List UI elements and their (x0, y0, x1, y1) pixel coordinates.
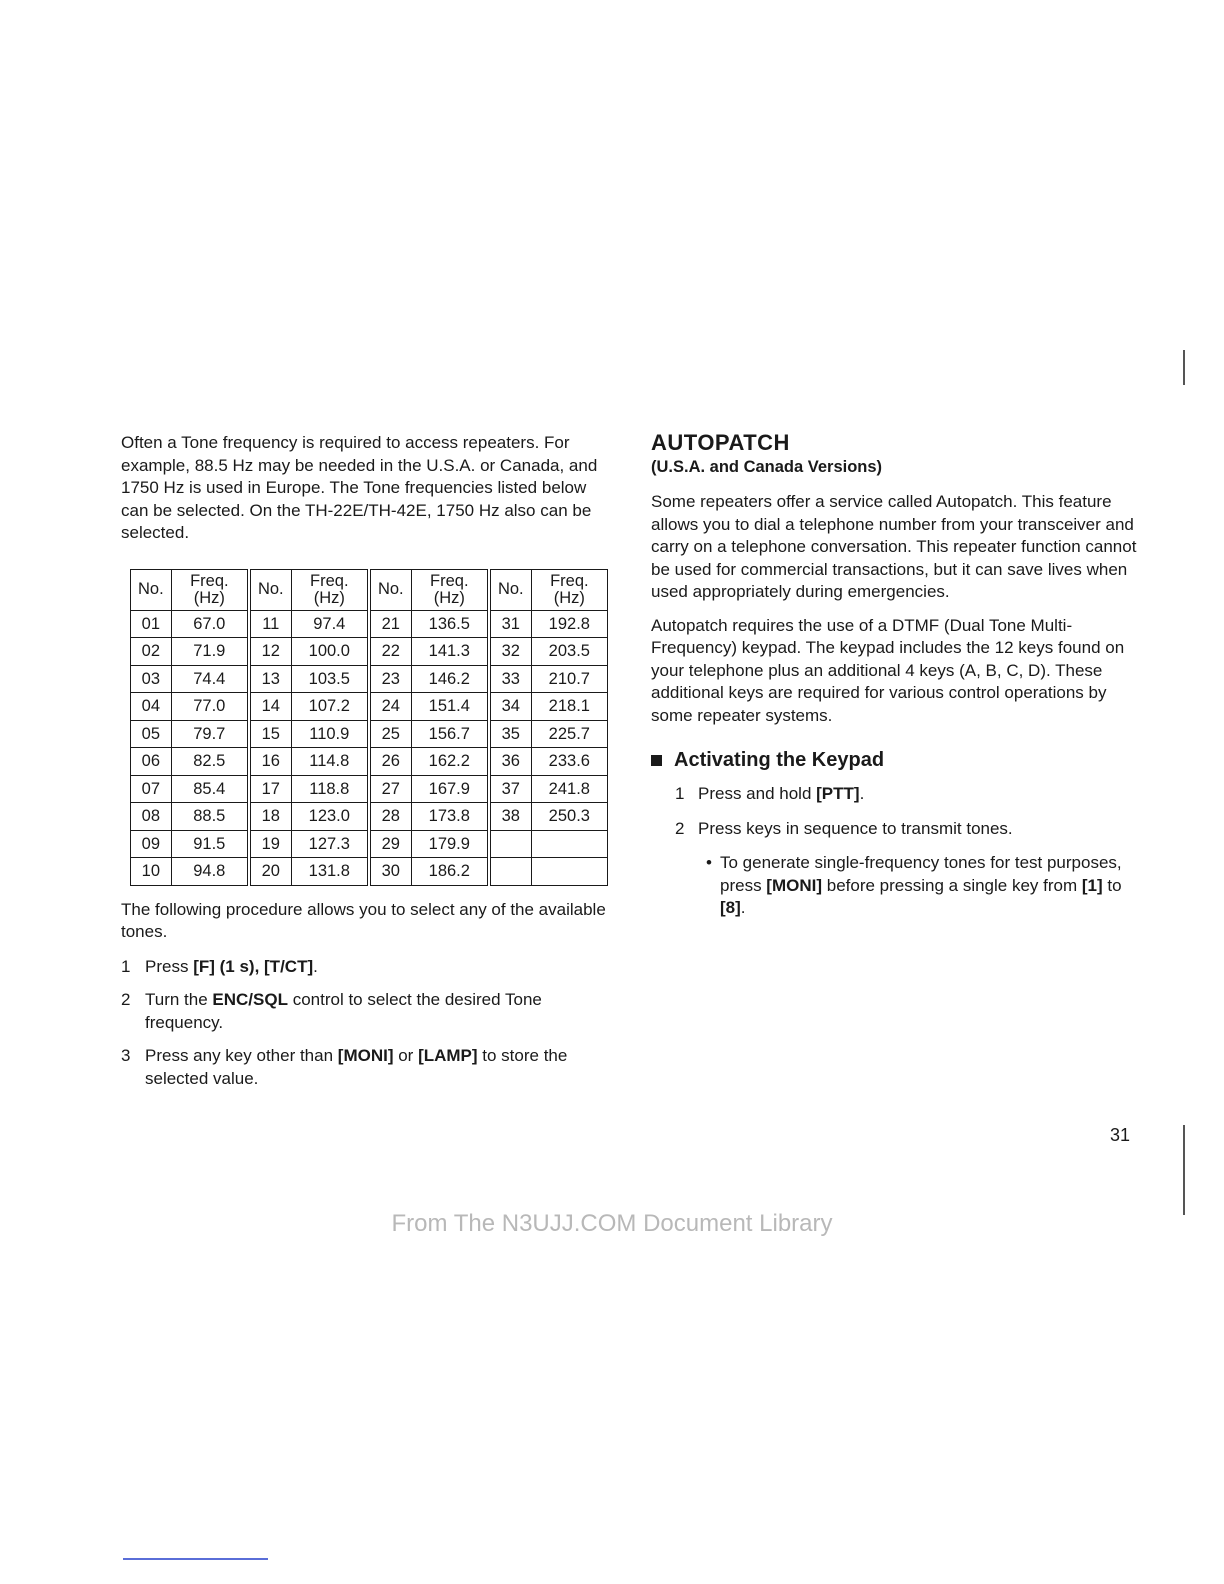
tone-number-cell: 33 (489, 665, 531, 693)
header-no: No. (489, 569, 531, 610)
page-number: 31 (1110, 1125, 1131, 1145)
tone-frequency-cell: 88.5 (171, 803, 249, 831)
table-header-row (131, 569, 608, 610)
tone-number-cell: 23 (369, 665, 411, 693)
procedure-steps (121, 956, 609, 1091)
tone-number-cell: 02 (131, 638, 172, 666)
tone-frequency-cell: 156.7 (411, 720, 489, 748)
procedure-intro: The following procedure allows you to select any of the available tones. (121, 899, 606, 941)
table-row (131, 665, 608, 693)
header-freq: Freq. (Hz) (411, 569, 489, 610)
step-text: Press keys in sequence to transmit tones. (698, 818, 1013, 838)
tone-frequency-cell: 77.0 (171, 693, 249, 721)
tone-number-cell: 34 (489, 693, 531, 721)
tone-frequency-cell: 141.3 (411, 638, 489, 666)
tone-number-cell (489, 858, 531, 886)
table-row (131, 720, 608, 748)
tone-number-cell: 28 (369, 803, 411, 831)
tone-number-cell: 32 (489, 638, 531, 666)
autopatch-paragraph-1: Some repeaters offer a service called Autopatch. This feature allows you to dial a telephone number from your transceiver and carry on a telephone conversation. This repeater function cannot be used for commercial transactions, but it can save lives when used appropriately during emergencies. (651, 492, 1137, 601)
tone-frequency-cell: 192.8 (531, 610, 607, 638)
tone-number-cell: 13 (249, 665, 291, 693)
tone-frequency-cell: 110.9 (291, 720, 369, 748)
autopatch-paragraph-2: Autopatch requires the use of a DTMF (Dual Tone Multi-Frequency) keypad. The keypad includes the 12 keys found on your telephone plus an additional 4 keys (A, B, C, D). These additional keys are required for various control operations by some repeater systems. (651, 615, 1125, 725)
square-bullet-icon (651, 755, 662, 766)
tone-frequency-cell: 146.2 (411, 665, 489, 693)
tone-frequency-cell: 82.5 (171, 748, 249, 776)
tone-number-cell: 03 (131, 665, 172, 693)
tone-number-cell: 07 (131, 775, 172, 803)
table-row (131, 610, 608, 638)
tone-frequency-cell: 179.9 (411, 830, 489, 858)
table-row (131, 748, 608, 776)
tone-frequency-cell: 79.7 (171, 720, 249, 748)
tone-frequency-cell: 127.3 (291, 830, 369, 858)
tone-number-cell: 35 (489, 720, 531, 748)
tone-frequency-cell: 151.4 (411, 693, 489, 721)
tone-number-cell: 05 (131, 720, 172, 748)
tone-number-cell: 22 (369, 638, 411, 666)
tone-number-cell: 27 (369, 775, 411, 803)
tone-number-cell (489, 830, 531, 858)
tone-number-cell: 20 (249, 858, 291, 886)
tone-frequency-cell: 250.3 (531, 803, 607, 831)
tone-frequency-cell: 203.5 (531, 638, 607, 666)
edge-divider-line (1183, 350, 1185, 385)
tone-number-cell: 25 (369, 720, 411, 748)
tone-number-cell: 14 (249, 693, 291, 721)
step-text: Turn the ENC/SQL control to select the desired Tone frequency. (145, 990, 542, 1032)
tone-frequency-cell: 91.5 (171, 830, 249, 858)
tone-number-cell: 26 (369, 748, 411, 776)
intro-paragraph: Often a Tone frequency is required to access repeaters. For example, 88.5 Hz may be needed in the U.S.A. or Canada, and 1750 Hz is used in Europe. The Tone frequencies listed below can be selected. On the TH-22E/TH-42E, 1750 Hz also can be selected. (121, 433, 598, 542)
tone-number-cell: 17 (249, 775, 291, 803)
step-item (121, 1045, 609, 1090)
tone-number-cell: 01 (131, 610, 172, 638)
right-column (651, 430, 1151, 920)
tone-number-cell: 11 (249, 610, 291, 638)
tone-frequency-cell: 107.2 (291, 693, 369, 721)
tone-frequency-cell: 218.1 (531, 693, 607, 721)
tone-frequency-cell: 85.4 (171, 775, 249, 803)
tone-number-cell: 06 (131, 748, 172, 776)
tone-frequency-cell (531, 858, 607, 886)
keypad-bullets (698, 852, 1151, 920)
tone-number-cell: 16 (249, 748, 291, 776)
bottom-accent-line (123, 1558, 268, 1560)
tone-number-cell: 12 (249, 638, 291, 666)
tone-frequency-cell (531, 830, 607, 858)
tone-frequency-cell: 118.8 (291, 775, 369, 803)
step-number: 3 (121, 1046, 131, 1065)
step-number: 1 (675, 784, 685, 803)
step-text: Press [F] (1 s), [T/CT]. (145, 956, 318, 976)
step-text: Press any key other than [MONI] or [LAMP] to store the selected value. (145, 1046, 568, 1088)
step-item (675, 783, 1151, 806)
tone-frequency-cell: 67.0 (171, 610, 249, 638)
tone-number-cell: 31 (489, 610, 531, 638)
section-title: AUTOPATCH (651, 430, 790, 455)
bullet-item (698, 852, 1151, 920)
tone-frequency-cell: 167.9 (411, 775, 489, 803)
footer-source-text: From The N3UJJ.COM Document Library (391, 1210, 833, 1237)
tone-frequency-cell: 233.6 (531, 748, 607, 776)
header-no: No. (249, 569, 291, 610)
table-body (131, 610, 608, 885)
section-subtitle: (U.S.A. and Canada Versions) (651, 458, 883, 476)
header-freq: Freq. (Hz) (531, 569, 607, 610)
tone-frequency-cell: 100.0 (291, 638, 369, 666)
tone-frequency-cell: 123.0 (291, 803, 369, 831)
keypad-heading: Activating the Keypad (651, 747, 1151, 773)
tone-number-cell: 09 (131, 830, 172, 858)
table-row (131, 775, 608, 803)
tone-frequency-cell: 210.7 (531, 665, 607, 693)
tone-frequency-cell: 131.8 (291, 858, 369, 886)
tone-frequency-cell: 97.4 (291, 610, 369, 638)
table-row (131, 693, 608, 721)
tone-number-cell: 30 (369, 858, 411, 886)
bullet-text: To generate single-frequency tones for test purposes, press [MONI] before pressing a single key from [1] to [8]. (720, 853, 1122, 917)
tone-frequency-cell: 225.7 (531, 720, 607, 748)
tone-number-cell: 10 (131, 858, 172, 886)
tone-number-cell: 15 (249, 720, 291, 748)
header-freq: Freq. (Hz) (291, 569, 369, 610)
tone-frequency-table (130, 569, 608, 886)
tone-number-cell: 18 (249, 803, 291, 831)
tone-number-cell: 21 (369, 610, 411, 638)
tone-number-cell: 29 (369, 830, 411, 858)
tone-number-cell: 08 (131, 803, 172, 831)
header-freq: Freq. (Hz) (171, 569, 249, 610)
tone-number-cell: 24 (369, 693, 411, 721)
tone-frequency-cell: 94.8 (171, 858, 249, 886)
tone-number-cell: 38 (489, 803, 531, 831)
bullet-dot-icon: • (706, 853, 712, 872)
step-item (121, 956, 609, 979)
header-no: No. (369, 569, 411, 610)
tone-frequency-cell: 136.5 (411, 610, 489, 638)
table-row (131, 830, 608, 858)
table-row (131, 803, 608, 831)
tone-number-cell: 04 (131, 693, 172, 721)
step-number: 2 (675, 818, 685, 838)
table-row (131, 858, 608, 886)
keypad-steps (675, 783, 1151, 840)
left-column (121, 432, 609, 1101)
tone-frequency-cell: 114.8 (291, 748, 369, 776)
tone-frequency-cell: 74.4 (171, 665, 249, 693)
step-text: Press and hold [PTT]. (698, 784, 865, 803)
table-row (131, 638, 608, 666)
tone-frequency-cell: 173.8 (411, 803, 489, 831)
tone-number-cell: 36 (489, 748, 531, 776)
tone-number-cell: 19 (249, 830, 291, 858)
tone-number-cell: 37 (489, 775, 531, 803)
tone-frequency-cell: 162.2 (411, 748, 489, 776)
step-item (675, 818, 1151, 841)
tone-frequency-cell: 241.8 (531, 775, 607, 803)
edge-divider-line (1183, 1125, 1185, 1215)
tone-frequency-cell: 71.9 (171, 638, 249, 666)
step-number: 2 (121, 990, 131, 1009)
tone-frequency-cell: 186.2 (411, 858, 489, 886)
tone-frequency-cell: 103.5 (291, 665, 369, 693)
header-no: No. (131, 569, 172, 610)
step-number: 1 (121, 956, 131, 976)
step-item (121, 989, 609, 1034)
